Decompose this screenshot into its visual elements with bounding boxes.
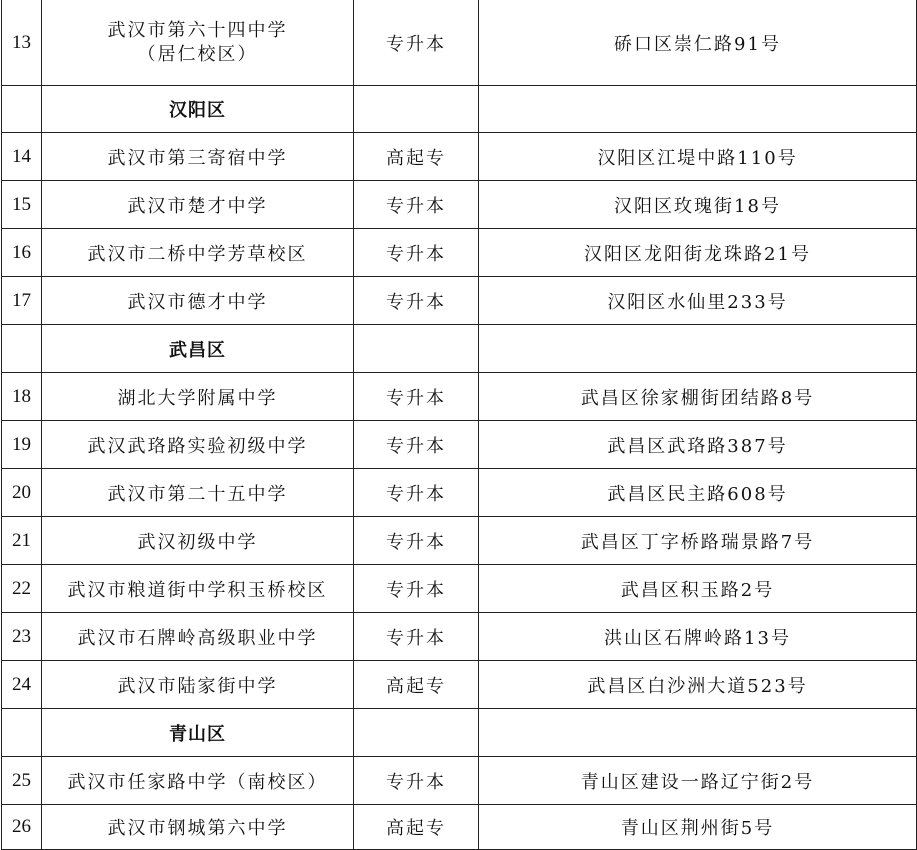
school-name: 武汉市任家路中学（南校区） (42, 757, 354, 805)
district-name: 武昌区 (42, 325, 354, 373)
district-name: 汉阳区 (42, 86, 354, 133)
school-name: 湖北大学附属中学 (42, 373, 354, 421)
row-number: 22 (2, 565, 42, 613)
row-number: 20 (2, 469, 42, 517)
school-address: 硚口区崇仁路91号 (479, 0, 917, 86)
program-level: 专升本 (354, 229, 479, 277)
school-address: 武昌区武珞路387号 (479, 421, 917, 469)
school-row (2, 373, 917, 421)
row-number: 19 (2, 421, 42, 469)
program-level: 专升本 (354, 421, 479, 469)
school-list-table (1, 0, 917, 850)
school-name-line: 武汉市第六十四中学 (107, 19, 288, 41)
program-level: 专升本 (354, 757, 479, 805)
row-number: 21 (2, 517, 42, 565)
row-number: 13 (2, 0, 42, 86)
row-number: 16 (2, 229, 42, 277)
district-header-row (2, 709, 917, 757)
program-level: 专升本 (354, 0, 479, 86)
school-row (2, 229, 917, 277)
school-address: 汉阳区水仙里233号 (479, 277, 917, 325)
program-level: 专升本 (354, 613, 479, 661)
program-level: 专升本 (354, 181, 479, 229)
school-row (2, 757, 917, 805)
school-name (42, 0, 354, 86)
school-row (2, 517, 917, 565)
row-number: 15 (2, 181, 42, 229)
school-row (2, 469, 917, 517)
school-address: 武昌区徐家棚街团结路8号 (479, 373, 917, 421)
school-row (2, 565, 917, 613)
school-row (2, 661, 917, 709)
school-name: 武汉市第三寄宿中学 (42, 133, 354, 181)
school-name-line: （居仁校区） (137, 43, 258, 65)
school-name: 武汉市石牌岭高级职业中学 (42, 613, 354, 661)
program-level: 专升本 (354, 517, 479, 565)
table-body (2, 0, 917, 850)
district-level-cell (354, 709, 479, 757)
district-level-cell (354, 325, 479, 373)
row-number: 17 (2, 277, 42, 325)
school-row (2, 613, 917, 661)
school-name: 武汉武珞路实验初级中学 (42, 421, 354, 469)
school-address: 青山区荆州街5号 (479, 805, 917, 850)
school-row (2, 277, 917, 325)
program-level: 高起专 (354, 661, 479, 709)
district-header-row (2, 86, 917, 133)
district-address-cell (479, 709, 917, 757)
school-address: 青山区建设一路辽宁街2号 (479, 757, 917, 805)
district-name: 青山区 (42, 709, 354, 757)
school-name: 武汉市第二十五中学 (42, 469, 354, 517)
district-no-cell (2, 325, 42, 373)
row-number: 25 (2, 757, 42, 805)
school-name: 武汉市楚才中学 (42, 181, 354, 229)
program-level: 专升本 (354, 469, 479, 517)
program-level: 专升本 (354, 277, 479, 325)
district-header-row (2, 325, 917, 373)
school-row (2, 0, 917, 86)
row-number: 14 (2, 133, 42, 181)
school-row (2, 805, 917, 850)
program-level: 高起专 (354, 133, 479, 181)
school-row (2, 421, 917, 469)
school-address: 汉阳区江堤中路110号 (479, 133, 917, 181)
school-name: 武汉市德才中学 (42, 277, 354, 325)
school-address: 武昌区丁字桥路瑞景路7号 (479, 517, 917, 565)
program-level: 高起专 (354, 805, 479, 850)
school-row (2, 181, 917, 229)
program-level: 专升本 (354, 565, 479, 613)
program-level: 专升本 (354, 373, 479, 421)
school-name: 武汉初级中学 (42, 517, 354, 565)
school-address: 洪山区石牌岭路13号 (479, 613, 917, 661)
school-row (2, 133, 917, 181)
row-number: 24 (2, 661, 42, 709)
school-address: 汉阳区龙阳街龙珠路21号 (479, 229, 917, 277)
school-name: 武汉市陆家街中学 (42, 661, 354, 709)
school-address: 武昌区白沙洲大道523号 (479, 661, 917, 709)
district-no-cell (2, 86, 42, 133)
district-level-cell (354, 86, 479, 133)
school-address: 汉阳区玫瑰街18号 (479, 181, 917, 229)
district-address-cell (479, 86, 917, 133)
row-number: 18 (2, 373, 42, 421)
district-address-cell (479, 325, 917, 373)
row-number: 26 (2, 805, 42, 850)
school-address: 武昌区积玉路2号 (479, 565, 917, 613)
school-name: 武汉市钢城第六中学 (42, 805, 354, 850)
school-name: 武汉市粮道街中学积玉桥校区 (42, 565, 354, 613)
school-name: 武汉市二桥中学芳草校区 (42, 229, 354, 277)
district-no-cell (2, 709, 42, 757)
school-address: 武昌区民主路608号 (479, 469, 917, 517)
row-number: 23 (2, 613, 42, 661)
